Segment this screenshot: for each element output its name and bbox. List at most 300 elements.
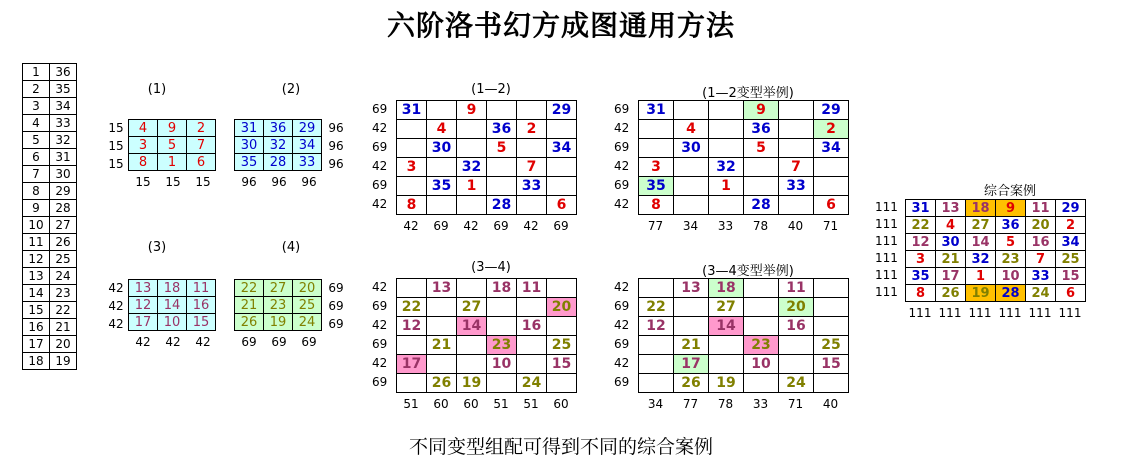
grid-1-2 — [372, 100, 577, 233]
grid-cell — [517, 298, 547, 317]
grid-cell: 7 — [1026, 251, 1056, 268]
grid-cell — [744, 317, 779, 336]
grid-cell: 28 — [487, 196, 517, 215]
square-cell: 28 — [264, 154, 293, 171]
grid-row — [397, 120, 577, 139]
grid-row — [639, 139, 849, 158]
grid-cell — [427, 158, 457, 177]
grid-cell: 22 — [397, 298, 427, 317]
row-sum: 111 — [875, 217, 898, 231]
grid-cell — [427, 355, 457, 374]
grid-cell — [397, 177, 427, 196]
grid-cell — [487, 158, 517, 177]
grid-row — [397, 279, 577, 298]
grid-cell: 35 — [427, 177, 457, 196]
grid-cell: 31 — [397, 101, 427, 120]
grid-cell: 10 — [744, 355, 779, 374]
row-sum: 69 — [328, 317, 344, 331]
grid-cell: 35 — [906, 268, 936, 285]
col-sum: 69 — [493, 219, 509, 233]
pair-row — [23, 98, 77, 115]
grid-table — [638, 278, 849, 393]
grid-cell: 20 — [779, 298, 814, 317]
square-cell: 11 — [187, 280, 216, 297]
row-sum: 69 — [372, 337, 388, 351]
grid-cell: 32 — [457, 158, 487, 177]
grid-cell: 20 — [547, 298, 577, 317]
grid-cell: 11 — [517, 279, 547, 298]
pair-cell: 8 — [23, 183, 50, 200]
grid-1-2-variant-label: (1—2变型举例) — [702, 86, 794, 101]
col-sum: 69 — [553, 219, 569, 233]
grid-row — [397, 374, 577, 393]
grid-cell: 10 — [996, 268, 1026, 285]
square-table — [234, 119, 322, 171]
row-sum: 96 — [328, 121, 344, 135]
pair-cell: 32 — [50, 132, 77, 149]
grid-cell: 33 — [517, 177, 547, 196]
col-sum: 51 — [403, 397, 419, 411]
grid-cell: 14 — [966, 234, 996, 251]
square-cell: 21 — [235, 297, 264, 314]
grid-3-4 — [372, 278, 577, 411]
square-table — [128, 119, 216, 171]
col-sum: 33 — [717, 219, 734, 233]
pair-cell: 16 — [23, 319, 50, 336]
grid-row — [639, 298, 849, 317]
grid-cell: 19 — [457, 374, 487, 393]
col-sum: 78 — [752, 219, 769, 233]
grid-cell: 25 — [814, 336, 849, 355]
grid-cell — [744, 177, 779, 196]
grid-cell: 17 — [674, 355, 709, 374]
grid-cell: 8 — [906, 285, 936, 302]
col-sum: 111 — [938, 306, 962, 320]
grid-cell — [517, 336, 547, 355]
pair-cell: 25 — [50, 251, 77, 268]
grid-cell: 25 — [1056, 251, 1086, 268]
pair-cell: 21 — [50, 319, 77, 336]
col-sum: 15 — [165, 175, 181, 189]
grid-cell: 29 — [814, 101, 849, 120]
grid-cell: 13 — [936, 200, 966, 217]
grid-cell — [814, 158, 849, 177]
grid-cell — [457, 139, 487, 158]
col-sum: 69 — [271, 335, 287, 349]
grid-cell: 6 — [1056, 285, 1086, 302]
grid-cell — [779, 120, 814, 139]
pair-cell: 35 — [50, 81, 77, 98]
square-cell: 29 — [293, 120, 322, 137]
col-sum: 42 — [463, 219, 479, 233]
grid-cell — [639, 355, 674, 374]
grid-cell: 15 — [1056, 268, 1086, 285]
grid-cell: 2 — [517, 120, 547, 139]
row-sum: 69 — [614, 375, 630, 389]
grid-cell: 23 — [487, 336, 517, 355]
grid-cell: 5 — [487, 139, 517, 158]
grid-cell: 31 — [639, 101, 674, 120]
col-sum: 78 — [717, 397, 734, 411]
grid-cell — [397, 374, 427, 393]
grid-cell: 32 — [709, 158, 744, 177]
grid-cell — [709, 101, 744, 120]
grid-row — [397, 139, 577, 158]
grid-cell: 6 — [547, 196, 577, 215]
pair-cell: 7 — [23, 166, 50, 183]
sq2-label: (2) — [281, 82, 301, 97]
row-sum: 69 — [372, 140, 388, 154]
col-sum: 77 — [647, 219, 664, 233]
row-sum: 96 — [328, 139, 344, 153]
grid-cell: 32 — [966, 251, 996, 268]
pair-cell: 19 — [50, 353, 77, 370]
row-sum: 69 — [614, 337, 630, 351]
grid-row — [397, 177, 577, 196]
row-sum: 111 — [875, 285, 898, 299]
grid-cell — [487, 298, 517, 317]
grid-cell — [487, 177, 517, 196]
grid-cell: 19 — [966, 285, 996, 302]
grid-cell — [814, 298, 849, 317]
grid-cell — [517, 101, 547, 120]
row-sum: 42 — [372, 356, 388, 370]
grid-cell — [427, 196, 457, 215]
grid-cell — [457, 196, 487, 215]
row-sum: 42 — [372, 318, 388, 332]
grid-cell: 14 — [457, 317, 487, 336]
grid-cell: 14 — [709, 317, 744, 336]
pair-cell: 1 — [23, 64, 50, 81]
col-sum: 111 — [998, 306, 1022, 320]
pair-cell: 9 — [23, 200, 50, 217]
col-sum: 96 — [271, 175, 287, 189]
sq4-label: (4) — [281, 240, 301, 255]
grid-cell: 31 — [906, 200, 936, 217]
grid-row — [397, 158, 577, 177]
square-cell: 15 — [187, 314, 216, 331]
col-sum: 60 — [553, 397, 569, 411]
grid-cell: 13 — [427, 279, 457, 298]
grid-cell: 18 — [709, 279, 744, 298]
grid-row — [639, 177, 849, 196]
grid-cell: 12 — [906, 234, 936, 251]
pair-row — [23, 336, 77, 353]
grid-cell: 23 — [996, 251, 1026, 268]
grid-3-4-label: (3—4) — [471, 260, 511, 275]
grid-cell: 8 — [639, 196, 674, 215]
row-sum: 111 — [875, 200, 898, 214]
pair-row — [23, 132, 77, 149]
col-sum: 71 — [822, 219, 839, 233]
grid-cell: 13 — [674, 279, 709, 298]
square-cell: 19 — [264, 314, 293, 331]
grid-cell: 33 — [1026, 268, 1056, 285]
col-sum: 69 — [301, 335, 317, 349]
grid-3-4-variant-label: (3—4变型举例) — [702, 264, 794, 279]
grid-cell — [639, 139, 674, 158]
col-sum: 40 — [787, 219, 804, 233]
square-cell: 4 — [129, 120, 158, 137]
square-cell: 13 — [129, 280, 158, 297]
row-sum: 42 — [108, 281, 124, 295]
pair-row — [23, 149, 77, 166]
grid-cell: 34 — [1056, 234, 1086, 251]
grid-cell — [547, 158, 577, 177]
row-sum: 69 — [614, 140, 630, 154]
pair-row — [23, 64, 77, 81]
pair-cell: 23 — [50, 285, 77, 302]
grid-cell: 27 — [966, 217, 996, 234]
square-row — [235, 120, 322, 137]
col-sum: 111 — [1028, 306, 1052, 320]
grid-cell: 4 — [936, 217, 966, 234]
magic-square-3 — [104, 279, 218, 349]
row-sum: 111 — [875, 251, 898, 265]
grid-cell: 3 — [906, 251, 936, 268]
grid-cell — [517, 139, 547, 158]
grid-cell — [744, 158, 779, 177]
square-cell: 33 — [293, 154, 322, 171]
grid-cell — [457, 336, 487, 355]
row-sum: 69 — [372, 178, 388, 192]
square-cell: 16 — [187, 297, 216, 314]
grid-cell: 21 — [427, 336, 457, 355]
row-sum: 42 — [108, 317, 124, 331]
grid-cell: 24 — [779, 374, 814, 393]
col-sum: 42 — [195, 335, 211, 349]
grid-cell: 26 — [427, 374, 457, 393]
grid-row — [397, 101, 577, 120]
square-cell: 31 — [235, 120, 264, 137]
grid-cell: 2 — [1056, 217, 1086, 234]
pair-cell: 33 — [50, 115, 77, 132]
grid-row — [397, 317, 577, 336]
row-sum: 42 — [372, 280, 388, 294]
square-cell: 3 — [129, 137, 158, 154]
grid-cell — [814, 374, 849, 393]
grid-cell — [547, 374, 577, 393]
pair-row — [23, 302, 77, 319]
square-cell: 18 — [158, 280, 187, 297]
grid-cell: 24 — [517, 374, 547, 393]
square-cell: 36 — [264, 120, 293, 137]
sq1-label: (1) — [147, 82, 167, 97]
grid-cell — [674, 158, 709, 177]
grid-cell: 24 — [1026, 285, 1056, 302]
grid-row — [906, 200, 1086, 217]
grid-cell: 11 — [1026, 200, 1056, 217]
grid-row — [639, 101, 849, 120]
grid-cell: 15 — [814, 355, 849, 374]
grid-cell: 27 — [709, 298, 744, 317]
magic-square-4 — [234, 279, 348, 349]
grid-cell — [674, 177, 709, 196]
pair-row — [23, 285, 77, 302]
grid-cell — [487, 101, 517, 120]
square-row — [235, 297, 322, 314]
grid-cell — [427, 298, 457, 317]
col-sum: 69 — [433, 219, 449, 233]
pair-cell: 14 — [23, 285, 50, 302]
square-row — [129, 314, 216, 331]
pair-cell: 2 — [23, 81, 50, 98]
grid-cell: 5 — [744, 139, 779, 158]
row-sum: 42 — [614, 318, 630, 332]
square-cell: 27 — [264, 280, 293, 297]
pair-cell: 36 — [50, 64, 77, 81]
grid-cell: 20 — [1026, 217, 1056, 234]
square-table — [234, 279, 322, 331]
col-sum: 96 — [301, 175, 317, 189]
grid-cell: 30 — [936, 234, 966, 251]
col-sum: 34 — [647, 397, 664, 411]
grid-cell — [814, 279, 849, 298]
square-row — [129, 297, 216, 314]
grid-cell: 8 — [397, 196, 427, 215]
row-sum: 69 — [372, 102, 388, 116]
pair-cell: 3 — [23, 98, 50, 115]
square-row — [129, 280, 216, 297]
grid-cell: 36 — [744, 120, 779, 139]
grid-cell: 35 — [639, 177, 674, 196]
square-cell: 7 — [187, 137, 216, 154]
row-sum: 42 — [614, 356, 630, 370]
square-cell: 35 — [235, 154, 264, 171]
grid-cell: 18 — [966, 200, 996, 217]
grid-table — [396, 100, 577, 215]
grid-cell: 15 — [547, 355, 577, 374]
grid-cell — [487, 317, 517, 336]
grid-cell: 9 — [996, 200, 1026, 217]
grid-cell — [674, 298, 709, 317]
grid-row — [639, 120, 849, 139]
square-row — [235, 137, 322, 154]
pair-row — [23, 234, 77, 251]
grid-row — [397, 355, 577, 374]
pair-row — [23, 319, 77, 336]
pair-cell: 5 — [23, 132, 50, 149]
grid-cell: 29 — [547, 101, 577, 120]
grid-cell — [709, 120, 744, 139]
square-row — [129, 154, 216, 171]
grid-cell — [639, 374, 674, 393]
grid-cell — [427, 317, 457, 336]
grid-cell — [709, 336, 744, 355]
pair-cell: 24 — [50, 268, 77, 285]
grid-cell — [779, 336, 814, 355]
pair-cell: 27 — [50, 217, 77, 234]
grid-cell — [779, 101, 814, 120]
row-sum: 42 — [614, 197, 630, 211]
grid-cell — [547, 279, 577, 298]
row-sum: 15 — [108, 139, 124, 153]
grid-row — [639, 355, 849, 374]
grid-cell: 28 — [744, 196, 779, 215]
row-sum: 69 — [614, 299, 630, 313]
grid-cell: 17 — [936, 268, 966, 285]
grid-cell — [639, 120, 674, 139]
grid-1-2-label: (1—2) — [471, 82, 511, 97]
grid-cell — [709, 196, 744, 215]
pair-row — [23, 183, 77, 200]
grid-row — [906, 217, 1086, 234]
square-cell: 26 — [235, 314, 264, 331]
row-sum: 15 — [108, 121, 124, 135]
square-cell: 1 — [158, 154, 187, 171]
grid-cell — [674, 317, 709, 336]
square-cell: 24 — [293, 314, 322, 331]
grid-cell: 19 — [709, 374, 744, 393]
row-sum: 42 — [372, 121, 388, 135]
grid-cell — [779, 139, 814, 158]
col-sum: 60 — [433, 397, 449, 411]
grid-row — [397, 336, 577, 355]
row-sum: 69 — [328, 299, 344, 313]
grid-cell — [517, 355, 547, 374]
grid-row — [397, 298, 577, 317]
pair-cell: 20 — [50, 336, 77, 353]
page-title: 六阶洛书幻方成图通用方法 — [386, 9, 735, 42]
grid-cell: 16 — [517, 317, 547, 336]
square-row — [129, 137, 216, 154]
grid-cell: 2 — [814, 120, 849, 139]
pair-cell: 26 — [50, 234, 77, 251]
square-cell: 32 — [264, 137, 293, 154]
row-sum: 69 — [372, 299, 388, 313]
grid-cell — [639, 279, 674, 298]
row-sum: 69 — [614, 178, 630, 192]
grid-cell — [744, 279, 779, 298]
grid-cell — [709, 355, 744, 374]
col-sum: 77 — [682, 397, 699, 411]
grid-row — [639, 374, 849, 393]
grid-cell — [547, 120, 577, 139]
square-row — [235, 314, 322, 331]
square-cell: 20 — [293, 280, 322, 297]
col-sum: 42 — [523, 219, 539, 233]
square-cell: 25 — [293, 297, 322, 314]
pair-cell: 28 — [50, 200, 77, 217]
col-sum: 42 — [403, 219, 419, 233]
grid-cell: 21 — [936, 251, 966, 268]
grid-cell — [674, 196, 709, 215]
col-sum: 15 — [195, 175, 211, 189]
grid-table — [638, 100, 849, 215]
pair-cell: 12 — [23, 251, 50, 268]
grid-cell: 7 — [517, 158, 547, 177]
row-sum: 42 — [614, 159, 630, 173]
grid-cell — [397, 279, 427, 298]
square-cell: 8 — [129, 154, 158, 171]
col-sum: 34 — [682, 219, 699, 233]
grid-table — [905, 199, 1086, 302]
grid-cell: 26 — [674, 374, 709, 393]
square-row — [129, 120, 216, 137]
square-cell: 22 — [235, 280, 264, 297]
square-row — [235, 154, 322, 171]
pair-cell: 10 — [23, 217, 50, 234]
combo-label: 综合案例 — [983, 184, 1036, 199]
magic-square-2 — [234, 119, 348, 189]
pair-cell: 18 — [23, 353, 50, 370]
complement-pairs-table — [22, 63, 77, 370]
pair-row — [23, 251, 77, 268]
row-sum: 111 — [875, 268, 898, 282]
pair-row — [23, 268, 77, 285]
square-cell: 5 — [158, 137, 187, 154]
pair-row — [23, 200, 77, 217]
